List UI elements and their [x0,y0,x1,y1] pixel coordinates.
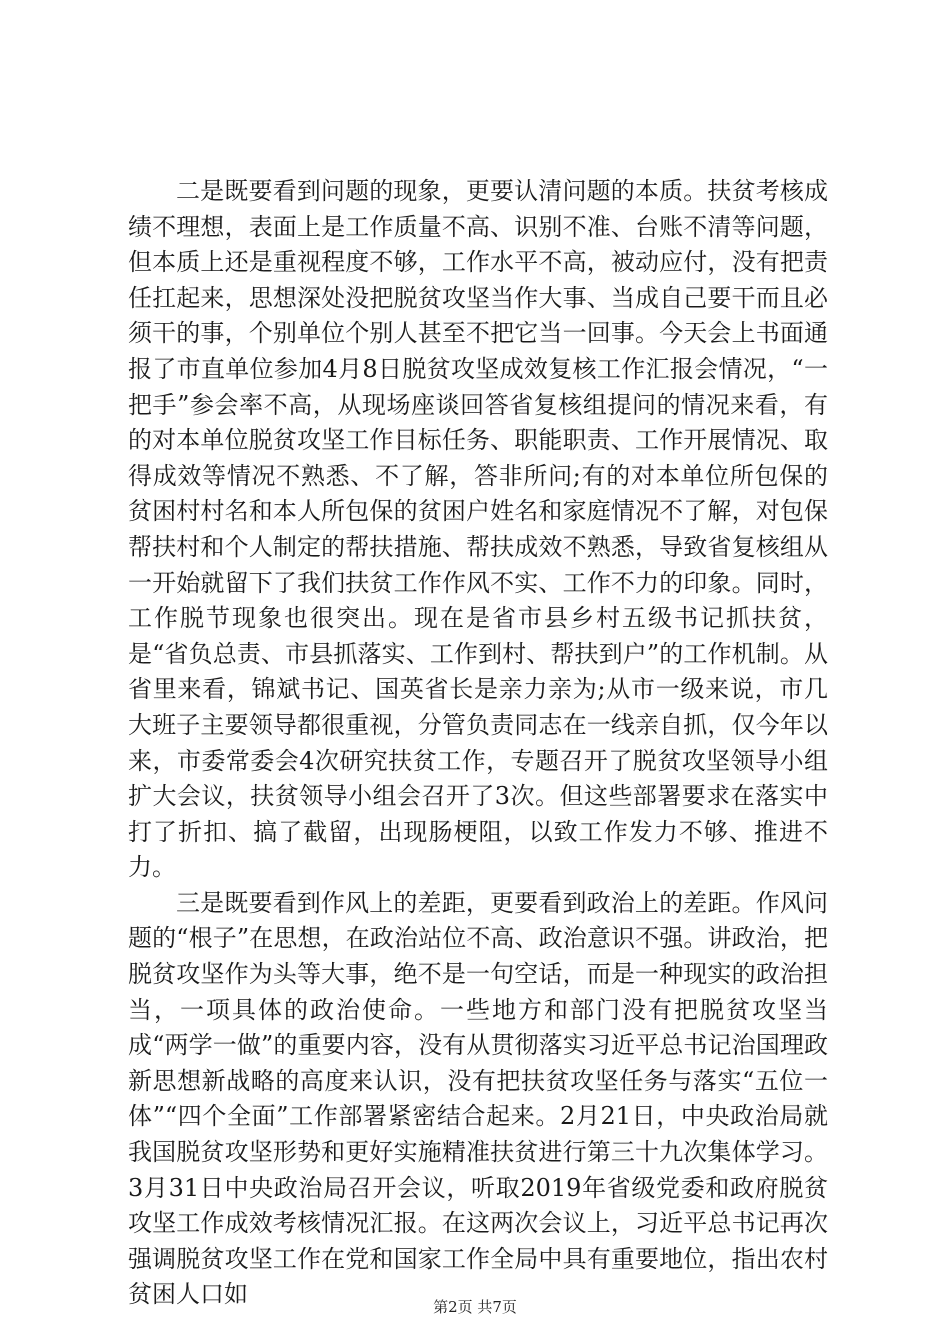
document-body [128,174,828,1313]
paragraph-1: 二是既要看到问题的现象，更要认清问题的本质。扶贫考核成绩不理想，表面上是工作质量不高、识别不准、台账不清等问题，但本质上还是重视程度不够，工作水平不高，被动应付，没有把责任扛起来，思想深处没把脱贫攻坚当作大事、当成自己要干而且必须干的事，个别单位个别人甚至不把它当一回事。今天会上书面通报了市直单位参加4月8日脱贫攻坚成效复核工作汇报会情况，“一把手”参会率不高，从现场座谈回答省复核组提问的情况来看，有的对本单位脱贫攻坚工作目标任务、职能职责、工作开展情况、取得成效等情况不熟悉、不了解，答非所问;有的对本单位所包保的贫困村村名和本人所包保的贫困户姓名和家庭情况不了解，对包保帮扶村和个人制定的帮扶措施、帮扶成效不熟悉，导致省复核组从一开始就留下了我们扶贫工作作风不实、工作不力的印象。同时，工作脱节现象也很突出。现在是省市县乡村五级书记抓扶贫，是“省负总责、市县抓落实、工作到村、帮扶到户”的工作机制。从省里来看，锦斌书记、国英省长是亲力亲为;从市一级来说，市几大班子主要领导都很重视，分管负责同志在一线亲自抓，仅今年以来，市委常委会4次研究扶贫工作，专题召开了脱贫攻坚领导小组扩大会议，扶贫领导小组会召开了3次。但这些部署要求在落实中打了折扣、搞了截留，出现肠梗阻，以致工作发力不够、推进不力。 [128,177,828,882]
page-number: 第2页 共7页 [433,1298,517,1316]
page-footer [0,1296,950,1317]
paragraph-2: 三是既要看到作风上的差距，更要看到政治上的差距。作风问题的“根子”在思想，在政治站位不高、政治意识不强。讲政治，把脱贫攻坚作为头等大事，绝不是一句空话，而是一种现实的政治担当，一项具体的政治使命。一些地方和部门没有把脱贫攻坚当成“两学一做”的重要内容，没有从贯彻落实习近平总书记治国理政新思想新战略的高度来认识，没有把扶贫攻坚任务与落实“五位一体”“四个全面”工作部署紧密结合起来。2月21日，中央政治局就我国脱贫攻坚形势和更好实施精准扶贫进行第三十九次集体学习。3月31日中央政治局召开会议，听取2019年省级党委和政府脱贫攻坚工作成效考核情况汇报。在这两次会议上，习近平总书记再次强调脱贫攻坚工作在党和国家工作全局中具有重要地位，指出农村贫困人口如 [128,888,828,1309]
